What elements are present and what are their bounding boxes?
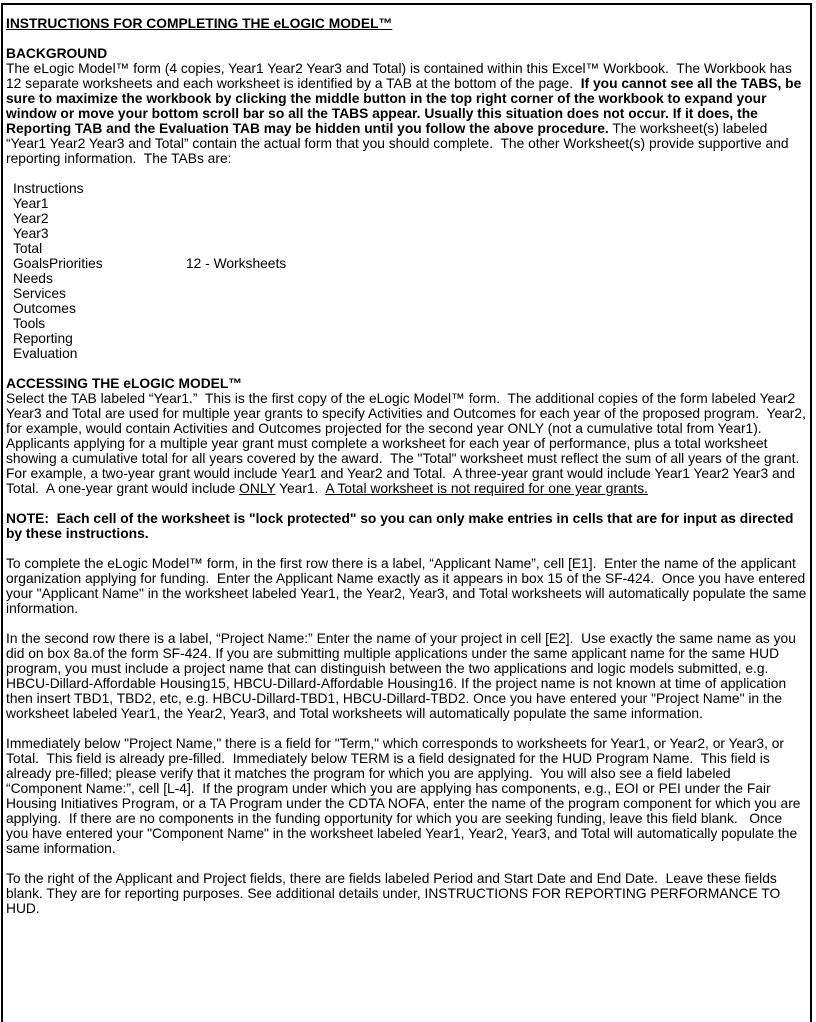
accessing-heading: ACCESSING THE eLOGIC MODEL™: [6, 376, 243, 391]
tab-list-item: [13, 181, 807, 196]
applicant-name-paragraph: To complete the eLogic Model™ form, in the first row there is a label, “Applicant Name”, cell [E1]. Enter the name of the applicant organization applying for funding. Enter the Applicant Name exactly as it appears in box 15 of the SF-424. Once you have entered your "Applicant Name" in the worksheet labeled Year1, the Year2, Year3, and Total worksheets will automatically populate the same information.: [6, 556, 811, 616]
tab-label-needs: Needs: [13, 271, 53, 286]
tab-list-item: [13, 196, 807, 211]
accessing-text-middle: Year1.: [275, 481, 326, 496]
background-text-start: The eLogic Model™ form (4 copies, Year1 Year2 Year3 and Total) is contained within this Excel™ Workbook. The Workbook has 12 separate worksheets and each worksheet is identified by a TAB at the bottom of the page.: [6, 61, 796, 91]
tab-list-item: [13, 331, 807, 346]
tab-label-total: Total: [13, 241, 43, 256]
accessing-text-start: Select the TAB labeled “Year1.” This is the first copy of the eLogic Model™ form. The additional copies of the form labeled Year2 Year3 and Total are used for multiple year grants to specify Activities and Outcomes for each year of the proposed program. Year2, for example, would contain Activities and Outcomes projected for the second year ONLY (not a cumulative total from Year1). Applicants applying for a multiple year grant must complete a worksheet for each year of performance, plus a total worksheet showing a cumulative total for all years covered by the award. The "Total" worksheet must reflect the sum of all years of the grant. For example, a two-year grant would include Year1 and Year2 and Total. A three-year grant would include Year1 Year2 Year3 and Total. A one-year grant would include: [6, 391, 810, 496]
background-text-end: The worksheet(s) labeled “Year1 Year2 Year3 and Total” contain the actual form that you should complete. The other Worksheet(s) provide supportive and reporting information. The TABs are:: [6, 121, 793, 166]
period-dates-paragraph: To the right of the Applicant and Project fields, there are fields labeled Period and Start Date and End Date. Leave these fields blank. They are for reporting purposes. See additional details under, INSTRUCTIONS FOR REPORTING PERFORMANCE TO HUD.: [6, 871, 785, 916]
note-paragraph: NOTE: Each cell of the worksheet is "lock protected" so you can only make entries in cells that are for input as directed by these instructions.: [6, 511, 798, 541]
accessing-underlined-only: ONLY: [239, 481, 276, 496]
worksheet-count-label: 12 - Worksheets: [186, 256, 287, 271]
tab-label-outcomes: Outcomes: [13, 301, 76, 316]
tab-list-item: [13, 286, 807, 301]
tab-label-year2: Year2: [13, 211, 49, 226]
background-paragraph: [6, 61, 807, 166]
tab-label-year3: Year3: [13, 226, 49, 241]
tab-label-goalspriorities: GoalsPriorities: [13, 256, 103, 271]
tab-list-item: [13, 301, 807, 316]
tab-list-item: [13, 346, 807, 361]
tab-list-item: [13, 211, 807, 226]
instructions-sheet: [1, 3, 812, 1022]
tab-list-item: [13, 226, 807, 241]
tab-list-item: [13, 241, 807, 256]
tab-label-year1: Year1: [13, 196, 49, 211]
background-text-bold-warning: If you cannot see all the TABS, be sure to maximize the workbook by clicking the middle button in the top right corner of the workbook to expand your window or move your bottom scroll bar so all the TABS appear. Usually this situation does not occur. If it does, the Reporting TAB and the Evaluation TAB may be hidden until you follow the above procedure.: [6, 76, 806, 136]
page-title: INSTRUCTIONS FOR COMPLETING THE eLOGIC MODEL™: [6, 16, 393, 31]
accessing-paragraph: [6, 391, 810, 496]
background-heading: BACKGROUND: [6, 46, 108, 61]
tab-label-services: Services: [13, 286, 66, 301]
tab-list: [6, 181, 807, 361]
tab-label-evaluation: Evaluation: [13, 346, 78, 361]
tab-list-item: [13, 271, 807, 286]
tab-list-item: [13, 316, 807, 331]
tab-list-item: [13, 256, 807, 271]
project-name-paragraph: In the second row there is a label, “Project Name:” Enter the name of your project in cell [E2]. Use exactly the same name as you did on box 8a.of the form SF-424. If you are submitting multiple applications under the same applicant name for the same HUD program, you must include a project name that can distinguish between the two applications and logic models submitted, e.g. HBCU-Dillard-Affordable Housing15, HBCU-Dillard-Affordable Housing16. If the project name is not known at time of application then insert TBD1, TBD2, etc, e.g. HBCU-Dillard-TBD1, HBCU-Dillard-TBD2. Once you have entered your "Project Name" in the worksheet labeled Year1, the Year2, Year3, and Total worksheets will automatically populate the same information.: [6, 631, 800, 721]
accessing-underlined-sentence: A Total worksheet is not required for one year grants.: [325, 481, 648, 496]
tab-label-instructions: Instructions: [13, 181, 84, 196]
term-component-paragraph: Immediately below "Project Name," there is a field for "Term," which corresponds to worksheets for Year1, or Year2, or Year3, or Total. This field is already pre-filled. Immediately below TERM is a field designated for the HUD Program Name. This field is already pre-filled; please verify that it matches the program for which you are applying. You will also see a field labeled “Component Name:”, cell [L-4]. If the program under which you are applying has components, e.g., EOI or PEI under the Fair Housing Initiatives Program, or a TA Program under the CDTA NOFA, enter the name of the program component for which you are applying. If there are no components in the funding opportunity for which you are seeking funding, leave this field blank. Once you have entered your "Component Name" in the worksheet labeled Year1, Year2, Year3, and Total will automatically populate the same information.: [6, 736, 805, 856]
tab-label-reporting: Reporting: [13, 331, 73, 346]
tab-label-tools: Tools: [13, 316, 46, 331]
